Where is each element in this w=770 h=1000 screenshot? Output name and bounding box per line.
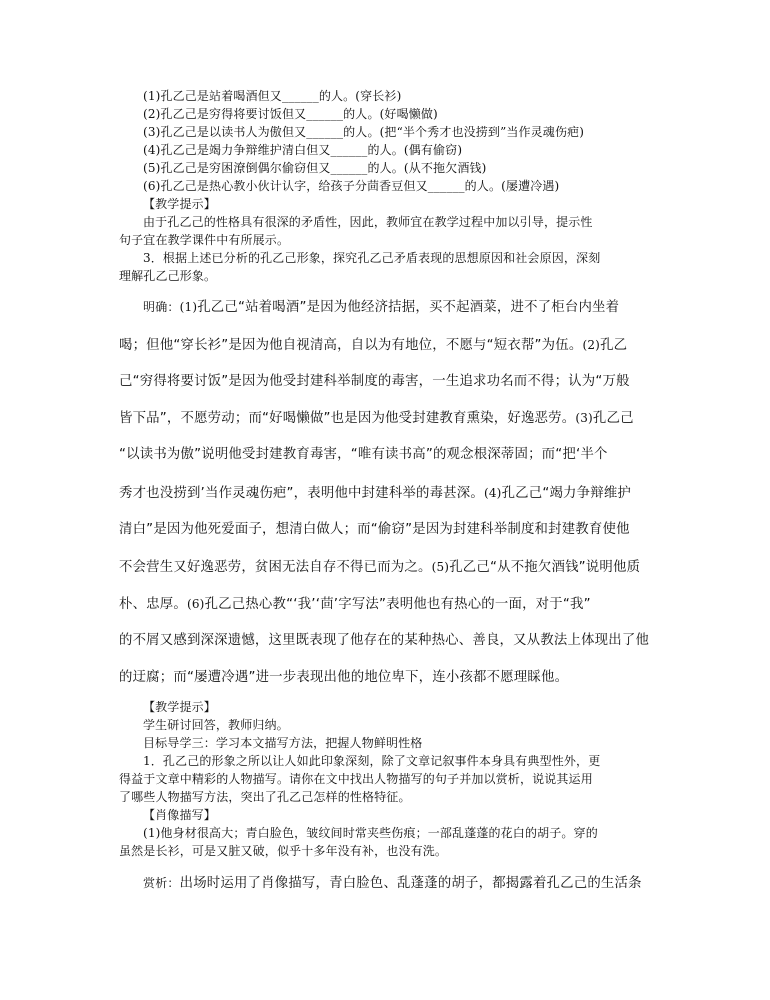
answer-line: 不会营生又好逸恶劳，贫困无法自存不得已而为之。(5)孔乙己“从不拖欠酒钱”说明他质 [119, 560, 641, 575]
teaching-tip-heading: 【教学提示】 [143, 197, 216, 211]
fill-item-1: (1)孔乙己是站着喝酒但又______的人。(穿长衫) [143, 89, 402, 103]
teaching-tip-text: 由于孔乙己的性格具有很深的矛盾性，因此，教师宜在教学过程中加以引导，提示性 [143, 215, 593, 229]
answer-line: 清白”是因为他死爱面子，想清白做人；而“偷窃”是因为封建科举制度和封建教育使他 [119, 522, 630, 537]
appreciation-prefix: 赏析： [143, 876, 180, 890]
portrait-heading: 【肖像描写】 [143, 808, 216, 822]
question-text: 3．根据上述已分析的孔乙己形象，探究孔乙己矛盾表现的思想原因和社会原因，深刻 [143, 251, 601, 265]
answer-line: 己“穷得将要讨饭”是因为他受封建科举制度的毒害，一生追求功名而不得；认为“万般 [119, 374, 630, 389]
fill-item-5: (5)孔乙己是穷困潦倒偶尔偷窃但又______的人。(从不拖欠酒钱) [143, 161, 487, 175]
fill-item-4: (4)孔乙己是竭力争辩维护清白但又______的人。(偶有偷窃) [143, 143, 463, 157]
question-text: 得益于文章中精彩的人物描写。请你在文中找出人物描写的句子并加以赏析，说说其运用 [119, 772, 593, 786]
teaching-tip-text: 句子宜在教学课件中有所展示。 [119, 233, 290, 247]
section-heading: 目标导学三：学习本文描写方法，把握人物鲜明性格 [143, 736, 423, 750]
answer-line: 喝；但他“穿长衫”是因为他自视清高，自以为有地位，不愿与“短衣帮”为伍。(2)孔乙 [119, 338, 628, 353]
portrait-text: (1)他身材很高大；青白脸色，皱纹间时常夹些伤痕；一部乱蓬蓬的花白的胡子。穿的 [143, 826, 598, 840]
fill-item-3: (3)孔乙己是以读书人为傲但又______的人。(把“半个秀才也没捞到”当作灵魂伤疤) [143, 125, 585, 139]
fill-item-6: (6)孔乙己是热心教小伙计认字，给孩子分茴香豆但又______的人。(屡遭冷遇) [143, 179, 560, 193]
answer-line: 的不屑又感到深深遗憾，这里既表现了他存在的某种热心、善良，又从教法上体现出了他 [119, 633, 650, 648]
answer-line: 皆下品”，不愿劳动；而“好喝懒做”也是因为他受封建教育熏染，好逸恶劳。(3)孔乙己 [119, 411, 634, 426]
answer-line: “以读书为傲”说明他受封建教育毒害，“唯有读书高”的观念根深蒂固；而“把‘半个 [119, 447, 608, 462]
question-text: 了哪些人物描写方法，突出了孔乙己怎样的性格特征。 [119, 790, 411, 804]
teaching-tip-heading: 【教学提示】 [143, 700, 216, 714]
answer-line: 朴、忠厚。(6)孔乙己热心教“‘我’‘茴’字写法”表明他也有热心的一面，对于“我” [119, 597, 591, 612]
portrait-text: 虽然是长衫，可是又脏又破，似乎十多年没有补，也没有洗。 [119, 844, 448, 858]
question-text: 理解孔乙己形象。 [119, 269, 217, 283]
answer-line: 秀才也没捞到’当作灵魂伤疤”，表明他中封建科举的毒甚深。(4)孔乙己“竭力争辩维护 [119, 486, 632, 501]
appreciation-line: 赏析：出场时运用了肖像描写，青白脸色、乱蓬蓬的胡子，都揭露着孔乙己的生活条 [143, 876, 642, 891]
fill-item-2: (2)孔乙己是穷得将要讨饭但又______的人。(好喝懒做) [143, 107, 438, 121]
answer-line: 明确：(1)孔乙己“站着喝酒”是因为他经济拮据，买不起酒菜，进不了柜台内坐着 [143, 300, 620, 315]
question-text: 1．孔乙己的形象之所以让人如此印象深刻，除了文章记叙事件本身具有典型性外，更 [143, 754, 601, 768]
answer-prefix: 明确： [143, 300, 180, 314]
answer-line: 的迂腐；而“屡遭冷遇”进一步表现出他的地位卑下，连小孩都不愿理睬他。 [119, 670, 569, 685]
teaching-tip-text: 学生研讨回答，教师归纳。 [143, 718, 289, 732]
